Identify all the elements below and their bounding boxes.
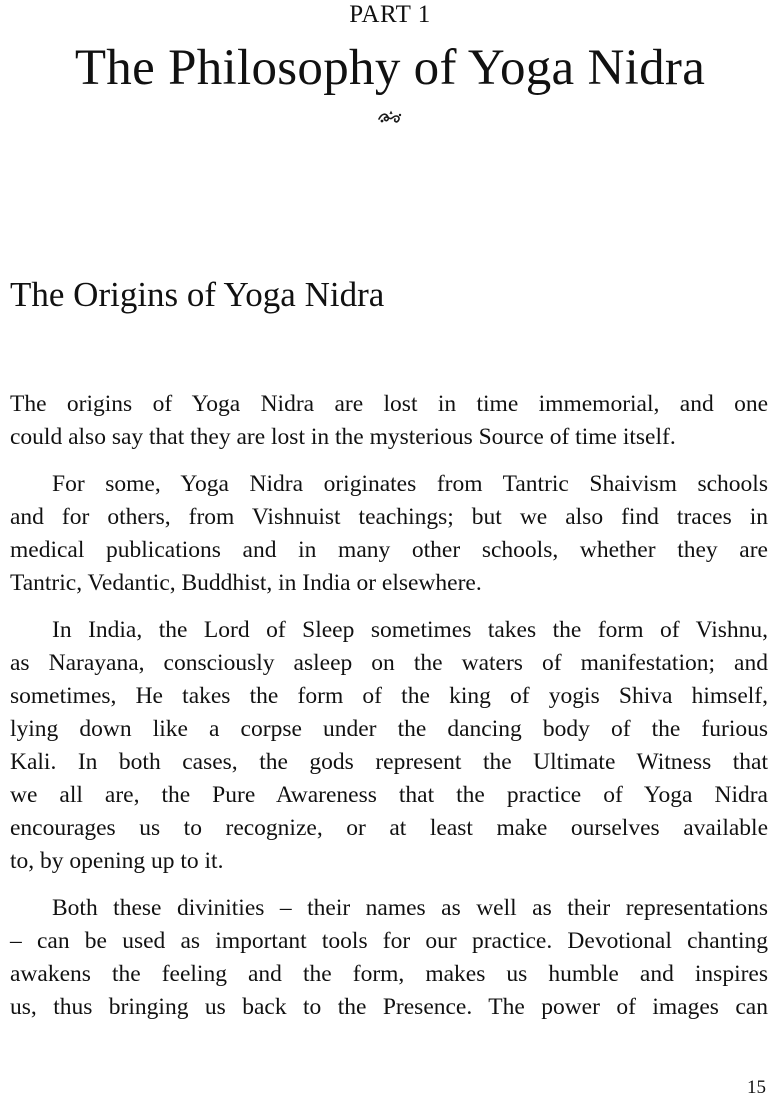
page-number: 15 <box>747 1077 766 1098</box>
text-line: Both these divinities – their names as well as their representations <box>52 894 768 921</box>
section-title: The Origins of Yoga Nidra <box>10 275 385 314</box>
text-line: we all are, the Pure Awareness that the practice of Yoga Nidra <box>10 782 768 809</box>
text-line: Kali. In both cases, the gods represent the Ultimate Witness that <box>10 748 768 775</box>
text-line: encourages us to recognize, or at least make ourselves available <box>10 815 768 842</box>
text-line: as Narayana, consciously asleep on the waters of manifestation; and <box>10 649 768 676</box>
text-line: Tantric, Vedantic, Buddhist, in India or elsewhere. <box>10 569 482 596</box>
text-line: and for others, from Vishnuist teachings; but we also find traces in <box>10 503 768 530</box>
text-line: medical publications and in many other schools, whether they are <box>10 536 768 563</box>
text-line: – can be used as important tools for our practice. Devotional chanting <box>10 927 768 954</box>
part-label: PART 1 <box>349 1 431 28</box>
text-line: could also say that they are lost in the mysterious Source of time itself. <box>10 424 676 451</box>
text-line: us, thus bringing us back to the Presence. The power of images can <box>10 994 768 1021</box>
paragraph-1 <box>10 388 768 454</box>
paragraph-3 <box>10 614 768 879</box>
text-line: to, by opening up to it. <box>10 848 224 875</box>
chapter-title: The Philosophy of Yoga Nidra <box>74 40 706 96</box>
paragraph-4 <box>10 892 768 1024</box>
fleuron-ornament-icon <box>0 110 780 131</box>
text-line: sometimes, He takes the form of the king of yogis Shiva himself, <box>10 682 768 709</box>
fleuron-ornament-icon-svg <box>377 110 403 126</box>
text-line: For some, Yoga Nidra originates from Tantric Shaivism schools <box>52 470 768 497</box>
text-line: The origins of Yoga Nidra are lost in time immemorial, and one <box>10 391 768 417</box>
text-line: awakens the feeling and the form, makes us humble and inspires <box>10 961 768 987</box>
body-text <box>10 388 768 1038</box>
paragraph-2 <box>10 468 768 600</box>
text-line: In India, the Lord of Sleep sometimes takes the form of Vishnu, <box>52 616 768 643</box>
text-line: lying down like a corpse under the dancing body of the furious <box>10 715 768 742</box>
